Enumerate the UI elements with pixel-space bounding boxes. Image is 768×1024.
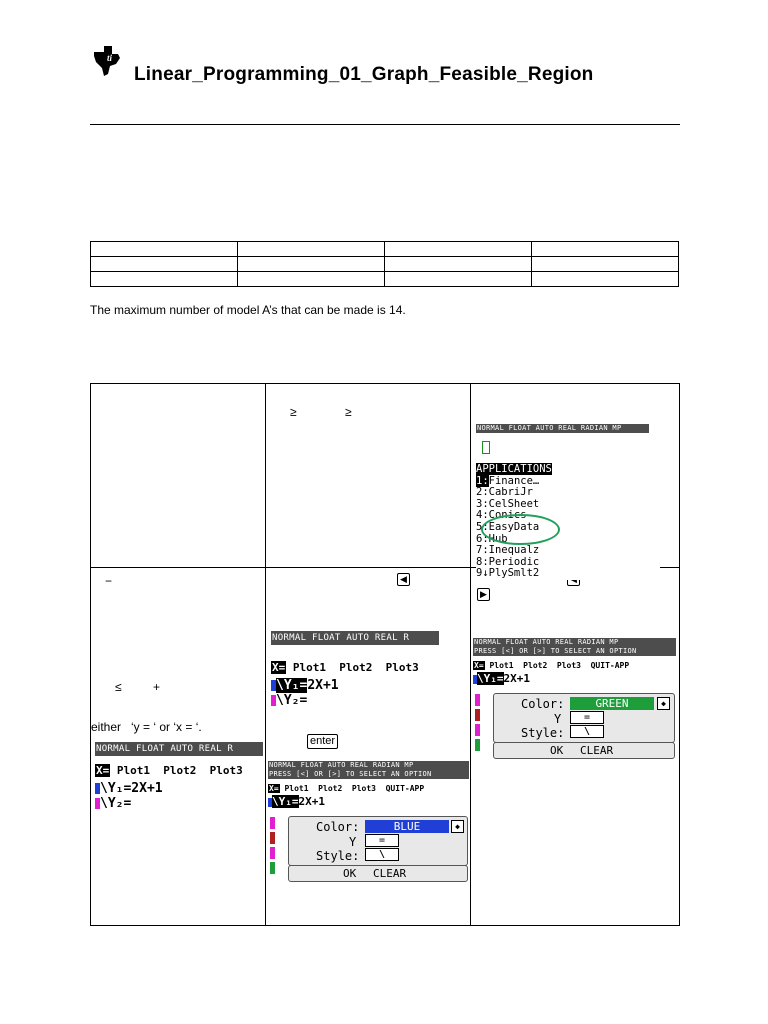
status-bar-1: NORMAL FLOAT AUTO REAL RADIAN MP <box>268 761 469 770</box>
step-cell-1 <box>91 384 266 568</box>
status-bar-2: PRESS [<] OR [>] TO SELECT AN OPTION <box>473 647 676 656</box>
apps-item-periodic[interactable]: 8:Periodic <box>476 555 540 568</box>
color-value[interactable]: GREEN <box>570 697 654 710</box>
xeq-label: X= <box>269 784 279 793</box>
y1-equation-rest[interactable]: 2X+1 <box>307 678 339 693</box>
status-bar: NORMAL FLOAT AUTO REAL R <box>95 742 263 756</box>
y1-equation-rest[interactable]: 2X+1 <box>503 672 530 685</box>
xeq-label: X= <box>474 661 484 670</box>
y-value[interactable]: = <box>570 711 604 724</box>
apps-item-hub[interactable]: 6:Hub <box>476 532 508 545</box>
color-dialog-green-screen <box>473 638 676 762</box>
table-row <box>91 272 679 287</box>
geq-symbol-2: ≥ <box>345 405 352 419</box>
leq-symbol: ≤ <box>115 680 122 694</box>
dialog-buttons <box>288 865 468 882</box>
style-label: Style: <box>316 849 360 863</box>
y1-equation-highlight[interactable]: \Y₁= <box>477 672 504 685</box>
plots-row: Plot1 Plot2 Plot3 <box>292 661 419 674</box>
y-label: Y <box>349 835 357 849</box>
y2-equation[interactable]: \Y₂= <box>100 796 132 811</box>
apps-item-finance[interactable]: 1:Finance… <box>476 474 540 487</box>
ok-button[interactable]: OK <box>343 867 357 880</box>
color-swatches <box>270 817 275 877</box>
y1-equation-highlight[interactable]: \Y₁= <box>276 678 308 693</box>
y1-equation-rest[interactable]: 2X+1 <box>298 795 325 808</box>
dialog-buttons <box>493 742 675 759</box>
color-dialog-blue-screen <box>268 761 469 885</box>
y-value[interactable]: = <box>365 834 399 847</box>
xeq-label: X= <box>272 661 286 674</box>
apps-title: APPLICATIONS <box>476 463 552 475</box>
plus-symbol: + <box>153 680 161 694</box>
apps-item-easydata[interactable]: 5:EasyData <box>476 520 540 533</box>
y-editor-screen-small <box>95 742 263 811</box>
apps-calculator-screen <box>476 418 660 580</box>
color-label: Color: <box>316 820 360 834</box>
svg-text:ti: ti <box>107 53 113 63</box>
color-dialog <box>288 816 468 866</box>
status-bar-2: PRESS [<] OR [>] TO SELECT AN OPTION <box>268 770 469 779</box>
status-bar: NORMAL FLOAT AUTO REAL R <box>271 631 439 645</box>
step-cell-2 <box>266 384 471 568</box>
apps-item-plysmlt2[interactable]: 9↓PlySmlt2 <box>476 567 540 580</box>
y1-equation[interactable]: \Y₁=2X+1 <box>100 781 163 796</box>
clear-button[interactable]: CLEAR <box>580 744 614 757</box>
enter-key: enter <box>307 734 338 749</box>
plots-row: Plot1 Plot2 Plot3 <box>116 764 243 777</box>
highlight-circle <box>481 514 560 545</box>
right-arrow-key: ▶ <box>477 588 490 601</box>
max-models-text: The maximum number of model A’s that can be made is 14. <box>90 303 406 317</box>
data-table <box>90 241 679 287</box>
header-divider <box>90 124 680 125</box>
color-spinner-icon[interactable]: ◆ <box>657 697 670 710</box>
color-dialog <box>493 693 675 743</box>
status-bar-1: NORMAL FLOAT AUTO REAL RADIAN MP <box>473 638 676 647</box>
geq-symbol-1: ≥ <box>290 405 297 419</box>
apps-item-inequalz[interactable]: 7:Inequalz <box>476 544 540 557</box>
table-row <box>91 242 679 257</box>
y-label: Y <box>554 712 562 726</box>
y2-equation[interactable]: \Y₂= <box>276 693 308 708</box>
apps-item-conics[interactable]: 4:Conics <box>476 509 527 522</box>
color-value[interactable]: BLUE <box>365 820 449 833</box>
clear-button[interactable]: CLEAR <box>373 867 407 880</box>
xeq-label: X= <box>96 764 110 777</box>
y-editor-screen-mid <box>271 631 439 708</box>
apps-item-cabrijr[interactable]: 2:CabriJr <box>476 486 533 499</box>
color-label: Color: <box>521 697 565 711</box>
color-spinner-icon[interactable]: ◆ <box>451 820 464 833</box>
left-arrow-key: ◀ <box>397 573 410 586</box>
plots-row: Plot1 Plot2 Plot3 QUIT-APP <box>489 661 630 670</box>
style-value[interactable]: \ <box>365 848 399 861</box>
y1-equation-highlight[interactable]: \Y₁= <box>272 795 299 808</box>
page-title: Linear_Programming_01_Graph_Feasible_Region <box>134 64 594 85</box>
style-value[interactable]: \ <box>570 725 604 738</box>
ok-button[interactable]: OK <box>550 744 564 757</box>
texas-instruments-logo-icon <box>90 44 124 78</box>
color-swatches <box>475 694 480 754</box>
minus-symbol: − <box>105 574 113 588</box>
table-row <box>91 257 679 272</box>
apps-item-celsheet[interactable]: 3:CelSheet <box>476 497 540 510</box>
plots-row: Plot1 Plot2 Plot3 QUIT-APP <box>284 784 425 793</box>
either-text: either ‘y = ‘ or ‘x = ‘. <box>91 720 202 734</box>
style-label: Style: <box>521 726 565 740</box>
battery-icon <box>482 441 490 454</box>
status-bar: NORMAL FLOAT AUTO REAL RADIAN MP <box>476 424 649 433</box>
